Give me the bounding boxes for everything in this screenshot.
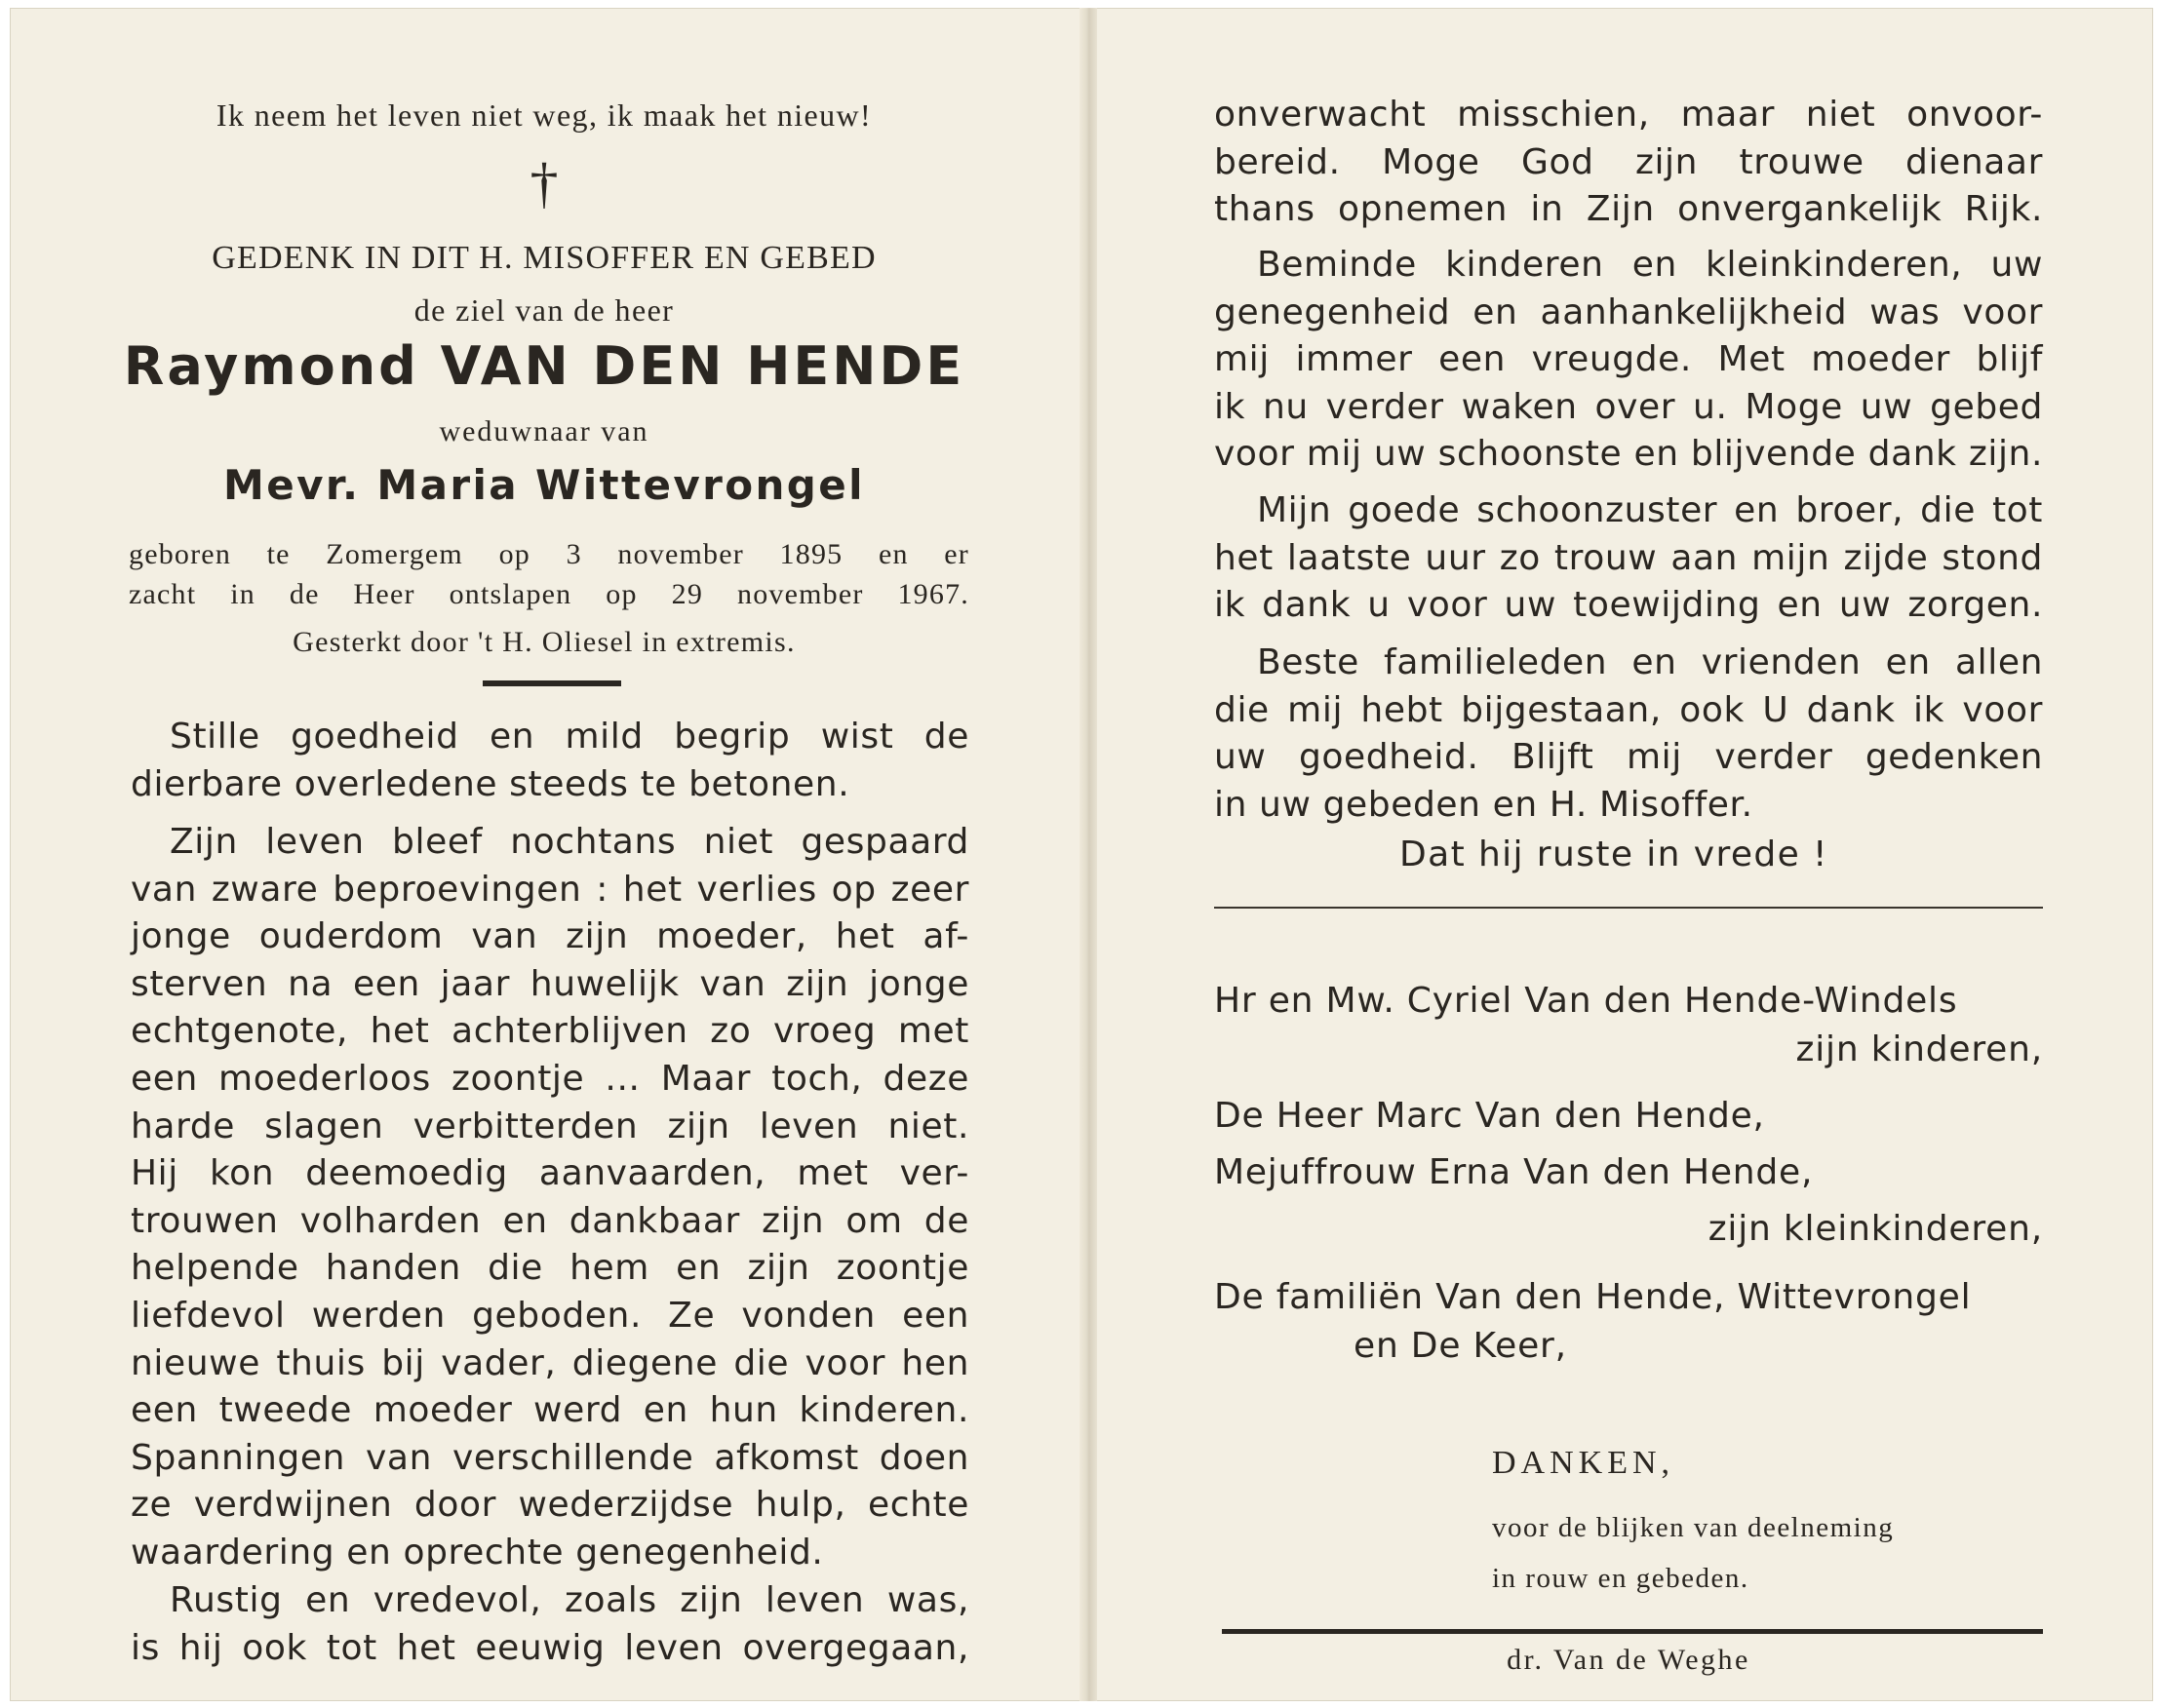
grandchild-name: De Heer Marc Van den Hende, bbox=[1214, 1096, 1765, 1136]
danken-heading: DANKEN, bbox=[1492, 1445, 1675, 1481]
text-line: nieuwe thuis bij vader, diegene die voor hen bbox=[131, 1342, 969, 1383]
text-line: waardering en oprechte genegenheid. bbox=[131, 1532, 824, 1572]
divider bbox=[483, 680, 621, 686]
grandchildren-label: zijn kleinkinderen, bbox=[1708, 1209, 2043, 1249]
paragraph-5 bbox=[1214, 242, 2043, 479]
text-line: helpende handen die hem en zijn zoontje bbox=[131, 1248, 969, 1289]
text-line: van zware beproevingen : het verlies op zeer bbox=[131, 869, 969, 910]
families-line: De familiën Van den Hende, Wittevrongel bbox=[1214, 1277, 1972, 1317]
ziel-line: de ziel van de heer bbox=[413, 292, 675, 328]
spouse-name: Mevr. Maria Wittevrongel bbox=[223, 461, 865, 509]
text-line: echtgenote, het achterblijven zo vroeg met bbox=[131, 1011, 969, 1052]
text-line: Rustig en vredevol, zoals zijn leven was, bbox=[170, 1580, 969, 1620]
text-line: bereid. Moge God zijn trouwe dienaar bbox=[1214, 141, 2043, 182]
paragraph-2 bbox=[131, 819, 969, 1577]
text-line: is hij ook tot het eeuwig leven overgegaan, bbox=[131, 1627, 969, 1668]
text-line: ik dank u voor uw toewijding en uw zorgen. bbox=[1214, 585, 2043, 626]
text-line: Beste familieleden en vrienden en allen bbox=[1257, 642, 2043, 682]
cross-icon: † bbox=[530, 151, 559, 214]
card-fold bbox=[1080, 8, 1097, 1701]
text-line: een moederloos zoontje ... Maar toch, deze bbox=[131, 1058, 969, 1099]
text-line: die mij hebt bijgestaan, ook U dank ik voor bbox=[1214, 689, 2043, 730]
text-line: in uw gebeden en H. Misoffer. bbox=[1214, 784, 1753, 825]
oliesel-line: Gesterkt door 't H. Oliesel in extremis. bbox=[293, 626, 796, 658]
text-line: een tweede moeder werd en hun kinderen. bbox=[131, 1390, 969, 1431]
divider bbox=[1222, 1629, 2043, 1634]
text-line: het laatste uur zo trouw aan mijn zijde stond bbox=[1214, 537, 2043, 578]
right-panel bbox=[1204, 8, 2043, 1701]
text-line: liefdevol werden geboden. Ze vonden een bbox=[131, 1295, 969, 1336]
paragraph-4 bbox=[1214, 92, 2043, 234]
text-line: onverwacht misschien, maar niet onvoor- bbox=[1214, 95, 2043, 135]
paragraph-1 bbox=[131, 714, 969, 808]
text-line: ik nu verder waken over u. Moge uw gebed bbox=[1214, 386, 2043, 427]
deceased-name: Raymond VAN DEN HENDE bbox=[123, 335, 965, 397]
text-line: dierbare overledene steeds te betonen. bbox=[131, 763, 850, 804]
paragraph-6 bbox=[1214, 487, 2043, 630]
gedenk-heading: GEDENK IN DIT H. MISOFFER EN GEBED bbox=[212, 240, 877, 276]
text-line: ze verdwijnen door wederzijdse hulp, echte bbox=[131, 1485, 969, 1526]
birth-death-text bbox=[129, 534, 969, 614]
text-line: Zijn leven bleef nochtans niet gespaard bbox=[170, 822, 969, 862]
text-line: sterven na een jaar huwelijk van zijn jonge bbox=[131, 963, 969, 1004]
text-line: harde slagen verbitterden zijn leven niet. bbox=[131, 1106, 969, 1146]
text-line: thans opnemen in Zijn onvergankelijk Rijk. bbox=[1214, 189, 2043, 230]
text-line: genegenheid en aanhankelijkheid was voor bbox=[1214, 291, 2043, 332]
memorial-card bbox=[10, 8, 2153, 1701]
widower-line: weduwnaar van bbox=[439, 415, 649, 447]
children-label: zijn kinderen, bbox=[1795, 1029, 2043, 1069]
left-panel bbox=[119, 8, 969, 1701]
text-line: Beminde kinderen en kleinkinderen, uw bbox=[1257, 245, 2043, 285]
paragraph-3 bbox=[131, 1577, 969, 1672]
born-line: geboren te Zomergem op 3 november 1895 en er bbox=[129, 538, 969, 570]
thanks-line: voor de blijken van deelneming bbox=[1492, 1512, 1895, 1543]
text-line: Hij kon deemoedig aanvaarden, met ver- bbox=[131, 1153, 969, 1194]
text-line: uw goedheid. Blijft mij verder gedenken bbox=[1214, 737, 2043, 778]
grandchild-name: Mejuffrouw Erna Van den Hende, bbox=[1214, 1152, 1814, 1192]
printer-credit: dr. Van de Weghe bbox=[1507, 1644, 1750, 1676]
families-line: en De Keer, bbox=[1354, 1326, 1567, 1366]
thanks-text bbox=[1492, 1502, 1894, 1604]
text-line: mij immer een vreugde. Met moeder blijf bbox=[1214, 339, 2043, 380]
motto: Ik neem het leven niet weg, ik maak het nieuw! bbox=[216, 97, 873, 133]
paragraph-7 bbox=[1214, 640, 2043, 829]
text-line: Mijn goede schoonzuster en broer, die tot bbox=[1257, 490, 2043, 530]
rest-in-peace: Dat hij ruste in vrede ! bbox=[1399, 835, 1828, 874]
thanks-line: in rouw en gebeden. bbox=[1492, 1563, 1749, 1594]
text-line: voor mij uw schoonste en blijvende dank zijn. bbox=[1214, 434, 2043, 475]
children-name: Hr en Mw. Cyriel Van den Hende-Windels bbox=[1214, 981, 1958, 1021]
text-line: Spanningen van verschillende afkomst doen bbox=[131, 1437, 969, 1478]
text-line: trouwen volharden en dankbaar zijn om de bbox=[131, 1200, 969, 1241]
text-line: Stille goedheid en mild begrip wist de bbox=[170, 717, 969, 757]
divider bbox=[1214, 907, 2043, 909]
text-line: jonge ouderdom van zijn moeder, het af- bbox=[131, 916, 969, 957]
born-line: zacht in de Heer ontslapen op 29 november 1967. bbox=[129, 578, 969, 610]
